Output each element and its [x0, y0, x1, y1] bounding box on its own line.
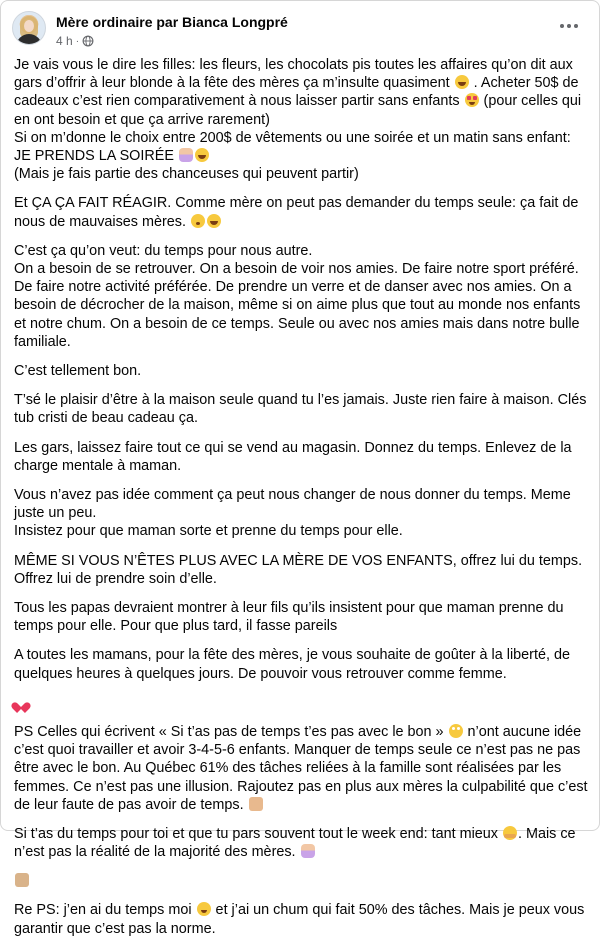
avatar-shoulders — [16, 34, 42, 45]
post-text: Et ÇA ÇA FAIT RÉAGIR. Comme mère on peut pas demander du temps seule: ça fait de nous de mauvaises mères. — [14, 195, 579, 230]
post-paragraph: C’est tellement bon. — [14, 363, 142, 380]
post-text: (Mais je fais partie des chanceuses qui peuvent partir) — [14, 166, 359, 183]
post-text: . Acheter 50$ de cadeaux c’est rien comparativement à nous laisser partir sans enfants — [14, 75, 579, 110]
page-avatar[interactable] — [12, 11, 46, 45]
flushed-emoji-icon — [191, 214, 205, 228]
post-paragraph: C’est ça qu’on veut: du temps pour nous autre. On a besoin de se retrouver. On a besoin de voir nos amies. De faire notre sport préféré. De faire notre activité préférée. De prendre un verre et de danser avec nos amies. On a besoin de décrocher de la maison, même si on aime plus que tout au monde nos enfants et notre chum. On a besoin de ce temps. Seule ou avec nos amies mais dans notre bulle familiale. — [14, 242, 581, 350]
more-dot-icon — [560, 24, 564, 28]
post-text: . Mais ce n’est pas la réalité de la majorité des mères. — [14, 825, 576, 861]
emoji-line — [14, 872, 588, 890]
post-text: PS Celles qui écrivent « Si t’as pas de temps t’es pas avec le bon » — [14, 723, 448, 740]
more-dot-icon — [567, 24, 571, 28]
avatar-face — [24, 20, 34, 32]
post-text: Je vais vous le dire les filles: les fleurs, les chocolats pis toutes les affaires qu’on dit aux gars d’offrir à leur blonde à la fête des mères ça m’insulte quasiment — [14, 57, 573, 92]
post-paragraph — [14, 56, 588, 183]
post-meta — [56, 34, 94, 48]
eye-roll-emoji-icon — [449, 724, 463, 738]
post-paragraph: A toutes les mamans, pour la fête des mères, je vous souhaite de goûter à la liberté, de quelques heures à quelques jours. De pouvoir vous retrouver comme femme. — [14, 647, 570, 682]
laughing-emoji-icon — [455, 75, 469, 89]
post-body — [14, 56, 588, 949]
post-text: Si t’as du temps pour toi et que tu pars souvent tout le week end: tant mieux — [14, 825, 502, 842]
post-text: Re PS: j’en ai du temps moi — [14, 902, 196, 919]
post-text: et j’ai un chum qui fait 50% des tâches. Mais je peux vous garantir que c’est pas la norme. — [14, 902, 585, 937]
more-dot-icon — [574, 24, 578, 28]
post-paragraph — [14, 194, 588, 230]
post-paragraph — [14, 825, 588, 861]
post-text: (pour celles qui en ont besoin et que ça arrive rarement) Si on m’donne le choix entre 200$ de vêtements ou une soirée et un matin sans enfant: JE PRENDS LA SOIRÉE — [14, 93, 582, 165]
post-paragraph: MÊME SI VOUS N’ÊTES PLUS AVEC LA MÈRE DE VOS ENFANTS, offrez lui du temps. Offrez lui de prendre soin d’elle. — [14, 552, 583, 587]
woman-gesturing-emoji-icon — [301, 844, 315, 858]
post-header — [1, 1, 600, 57]
globe-icon[interactable] — [82, 35, 94, 47]
smiling-emoji-icon — [197, 902, 211, 916]
star-struck-emoji-icon — [465, 93, 479, 107]
page-name-link[interactable]: Mère ordinaire par Bianca Longpré — [56, 14, 288, 30]
woman-gesturing-emoji-icon — [179, 148, 193, 162]
post-paragraph: Les gars, laissez faire tout ce qui se vend au magasin. Donnez du temps. Enlevez de la charge mentale à maman. — [14, 439, 572, 474]
two-hearts-emoji-icon — [15, 697, 27, 709]
post-paragraph: Vous n’avez pas idée comment ça peut nous changer de nous donner du temps. Meme juste un peu. Insistez pour que maman sorte et prenne du temps pour elle. — [14, 487, 571, 540]
post-text: n’ont aucune idée c’est quoi travailler et avoir 3-4-5-6 enfants. Manquer de temps seule ce n’est pas ne pas être avec le bon. Au Québec 61% des tâches reliées à la famille sont réalisées par les femmes. Ce n’est pas une illusion. Rajoutez pas en plus aux mères la culpabilité que c’est de leur faute de pas avoir de temps. — [14, 723, 588, 813]
post-paragraph — [14, 901, 588, 937]
victory-hand-emoji-icon — [15, 873, 29, 887]
laughing-emoji-icon — [207, 214, 221, 228]
more-options-button[interactable] — [557, 17, 581, 35]
post-paragraph: T’sé le plaisir d’être à la maison seule quand tu l’es jamais. Juste rien faire à maison. Clés tub cristi de beau cadeau ça. — [14, 392, 587, 427]
post-paragraph — [14, 723, 588, 814]
post-timestamp[interactable]: 4 h — [56, 34, 73, 48]
laughing-emoji-icon — [195, 148, 209, 162]
post-paragraph: Tous les papas devraient montrer à leur fils qu’ils insistent pour que maman prenne du temps pour elle. Pour que plus tard, il fasse pareils — [14, 600, 564, 635]
raised-hands-emoji-icon — [249, 797, 263, 811]
hugging-emoji-icon — [503, 826, 517, 840]
meta-separator: · — [75, 35, 80, 47]
emoji-line — [14, 694, 588, 712]
